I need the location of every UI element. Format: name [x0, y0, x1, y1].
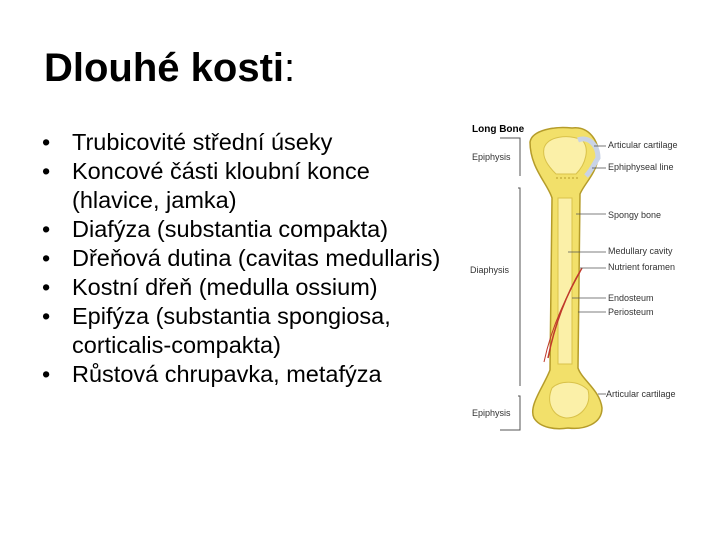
- bullet-item: • Trubicovité střední úseky: [42, 128, 462, 157]
- bullet-item: • Dřeňová dutina (cavitas medullaris): [42, 244, 462, 273]
- bone-shape: [530, 128, 602, 429]
- long-bone-diagram: [460, 118, 700, 436]
- slide-title-colon: :: [284, 46, 296, 90]
- label-spongy-bone: Spongy bone: [608, 210, 662, 220]
- slide-title-text: Dlouhé kosti: [44, 46, 285, 90]
- label-epiphyseal-line: Ephiphyseal line: [608, 162, 674, 172]
- long-bone-figure: [460, 118, 700, 436]
- label-diaphysis: Diaphysis: [470, 265, 510, 275]
- slide-title: [44, 44, 295, 92]
- bullet-item: • Koncové části kloubní konce (hlavice, jamka): [42, 157, 462, 215]
- label-endosteum: Endosteum: [608, 293, 654, 303]
- label-articular-cartilage-bottom: Articular cartilage: [606, 389, 676, 399]
- label-epiphysis-bottom: Epiphysis: [472, 408, 511, 418]
- bullet-list: [42, 128, 462, 389]
- label-medullary-cavity: Medullary cavity: [608, 246, 673, 256]
- left-brackets: [500, 138, 520, 430]
- label-epiphysis-top: Epiphysis: [472, 152, 511, 162]
- bullet-item: • Kostní dřeň (medulla ossium): [42, 273, 462, 302]
- figure-title: Long Bone: [472, 124, 525, 135]
- label-nutrient-foramen: Nutrient foramen: [608, 262, 676, 272]
- bullet-item: • Růstová chrupavka, metafýza: [42, 360, 462, 389]
- label-periosteum: Periosteum: [608, 307, 654, 317]
- bullet-item: • Epifýza (substantia spongiosa, corticalis-compakta): [42, 302, 462, 360]
- label-articular-cartilage-top: Articular cartilage: [608, 140, 678, 150]
- bullet-item: • Diafýza (substantia compakta): [42, 215, 462, 244]
